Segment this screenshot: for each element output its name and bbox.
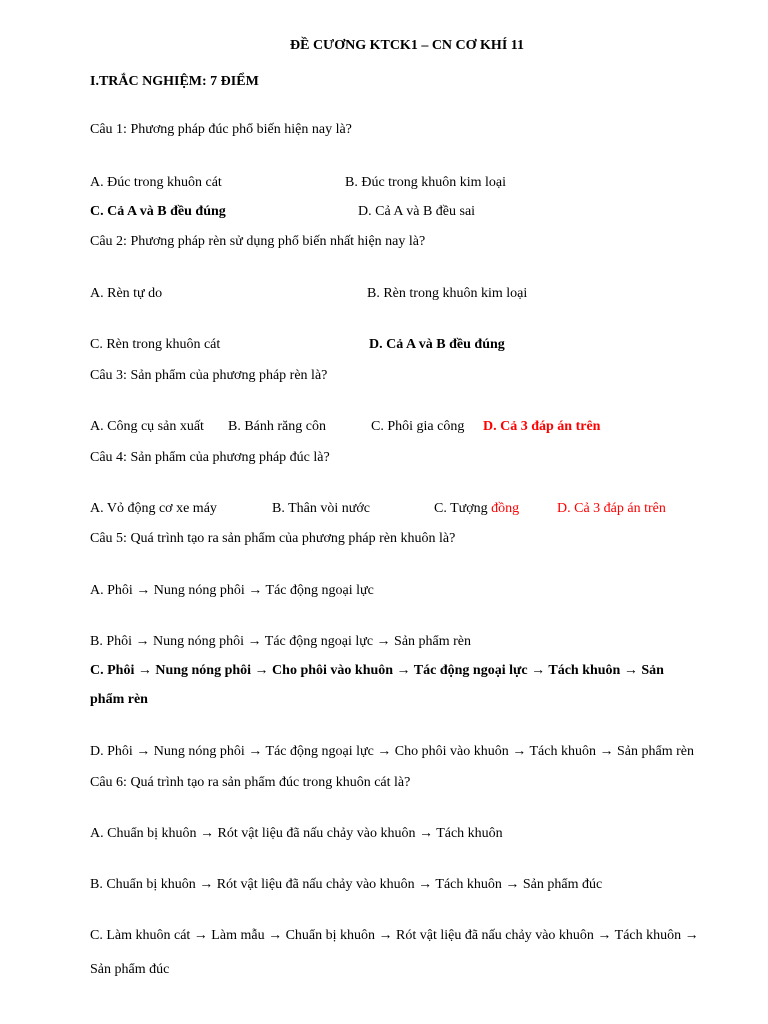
- q1-option-d: D. Cả A và B đều sai: [358, 204, 476, 219]
- q4-option-c: [434, 500, 519, 518]
- q6-question: Câu 6: Quá trình tạo ra sản phẩm đúc trong khuôn cát là?: [90, 775, 411, 790]
- q5-option-a: A. Phôi → Nung nóng phôi → Tác động ngoại lực: [90, 583, 374, 598]
- q6-option-a: A. Chuẩn bị khuôn → Rót vật liệu đã nấu chảy vào khuôn → Tách khuôn: [90, 826, 503, 841]
- q4-option-a: A. Vỏ động cơ xe máy: [90, 501, 217, 516]
- q5-option-c-line2: phẩm rèn: [90, 692, 148, 707]
- q5-option-b: B. Phôi → Nung nóng phôi → Tác động ngoại lực → Sản phẩm rèn: [90, 634, 472, 649]
- q4-option-c-highlight: đồng: [491, 501, 520, 516]
- q1-option-b: B. Đúc trong khuôn kim loại: [345, 175, 506, 190]
- q1-option-c: C. Cả A và B đều đúng: [90, 204, 226, 219]
- q3-option-d: D. Cả 3 đáp án trên: [483, 419, 601, 434]
- q1-option-a: A. Đúc trong khuôn cát: [90, 175, 222, 190]
- q4-question: Câu 4: Sản phẩm của phương pháp đúc là?: [90, 450, 330, 465]
- q2-question: Câu 2: Phương pháp rèn sử dụng phổ biến nhất hiện nay là?: [90, 234, 426, 249]
- q2-option-c: C. Rèn trong khuôn cát: [90, 337, 221, 352]
- q6-option-c-line2: Sản phẩm đúc: [90, 962, 170, 977]
- q2-option-b: B. Rèn trong khuôn kim loại: [367, 286, 528, 301]
- q3-option-c: C. Phôi gia công: [371, 419, 465, 434]
- q4-option-b: B. Thân vòi nước: [272, 501, 370, 516]
- section-heading: I.TRẮC NGHIỆM: 7 ĐIỂM: [90, 74, 259, 89]
- q4-option-c-prefix: C. Tượng: [434, 501, 492, 516]
- q1-question: Câu 1: Phương pháp đúc phổ biến hiện nay là?: [90, 122, 352, 137]
- q2-option-d: D. Cả A và B đều đúng: [369, 337, 505, 352]
- q3-option-a: A. Công cụ sản xuất: [90, 419, 204, 434]
- q5-option-d: D. Phôi → Nung nóng phôi → Tác động ngoại lực → Cho phôi vào khuôn → Tách khuôn → Sản phẩm rèn: [90, 744, 694, 759]
- q4-option-d: D. Cả 3 đáp án trên: [557, 501, 666, 516]
- document-title: ĐỀ CƯƠNG KTCK1 – CN CƠ KHÍ 11: [290, 38, 524, 53]
- q5-option-c-line1: C. Phôi → Nung nóng phôi → Cho phôi vào khuôn → Tác động ngoại lực → Tách khuôn → Sản: [90, 663, 664, 678]
- q2-option-a: A. Rèn tự do: [90, 286, 163, 301]
- q6-option-c-line1: C. Làm khuôn cát → Làm mẫu → Chuẩn bị khuôn → Rót vật liệu đã nấu chảy vào khuôn → Tách khuôn →: [90, 928, 699, 943]
- q3-option-b: B. Bánh răng côn: [228, 419, 326, 434]
- q3-question: Câu 3: Sản phẩm của phương pháp rèn là?: [90, 368, 328, 383]
- q6-option-b: B. Chuẩn bị khuôn → Rót vật liệu đã nấu chảy vào khuôn → Tách khuôn → Sản phẩm đúc: [90, 877, 603, 892]
- q5-question: Câu 5: Quá trình tạo ra sản phẩm của phương pháp rèn khuôn là?: [90, 531, 456, 546]
